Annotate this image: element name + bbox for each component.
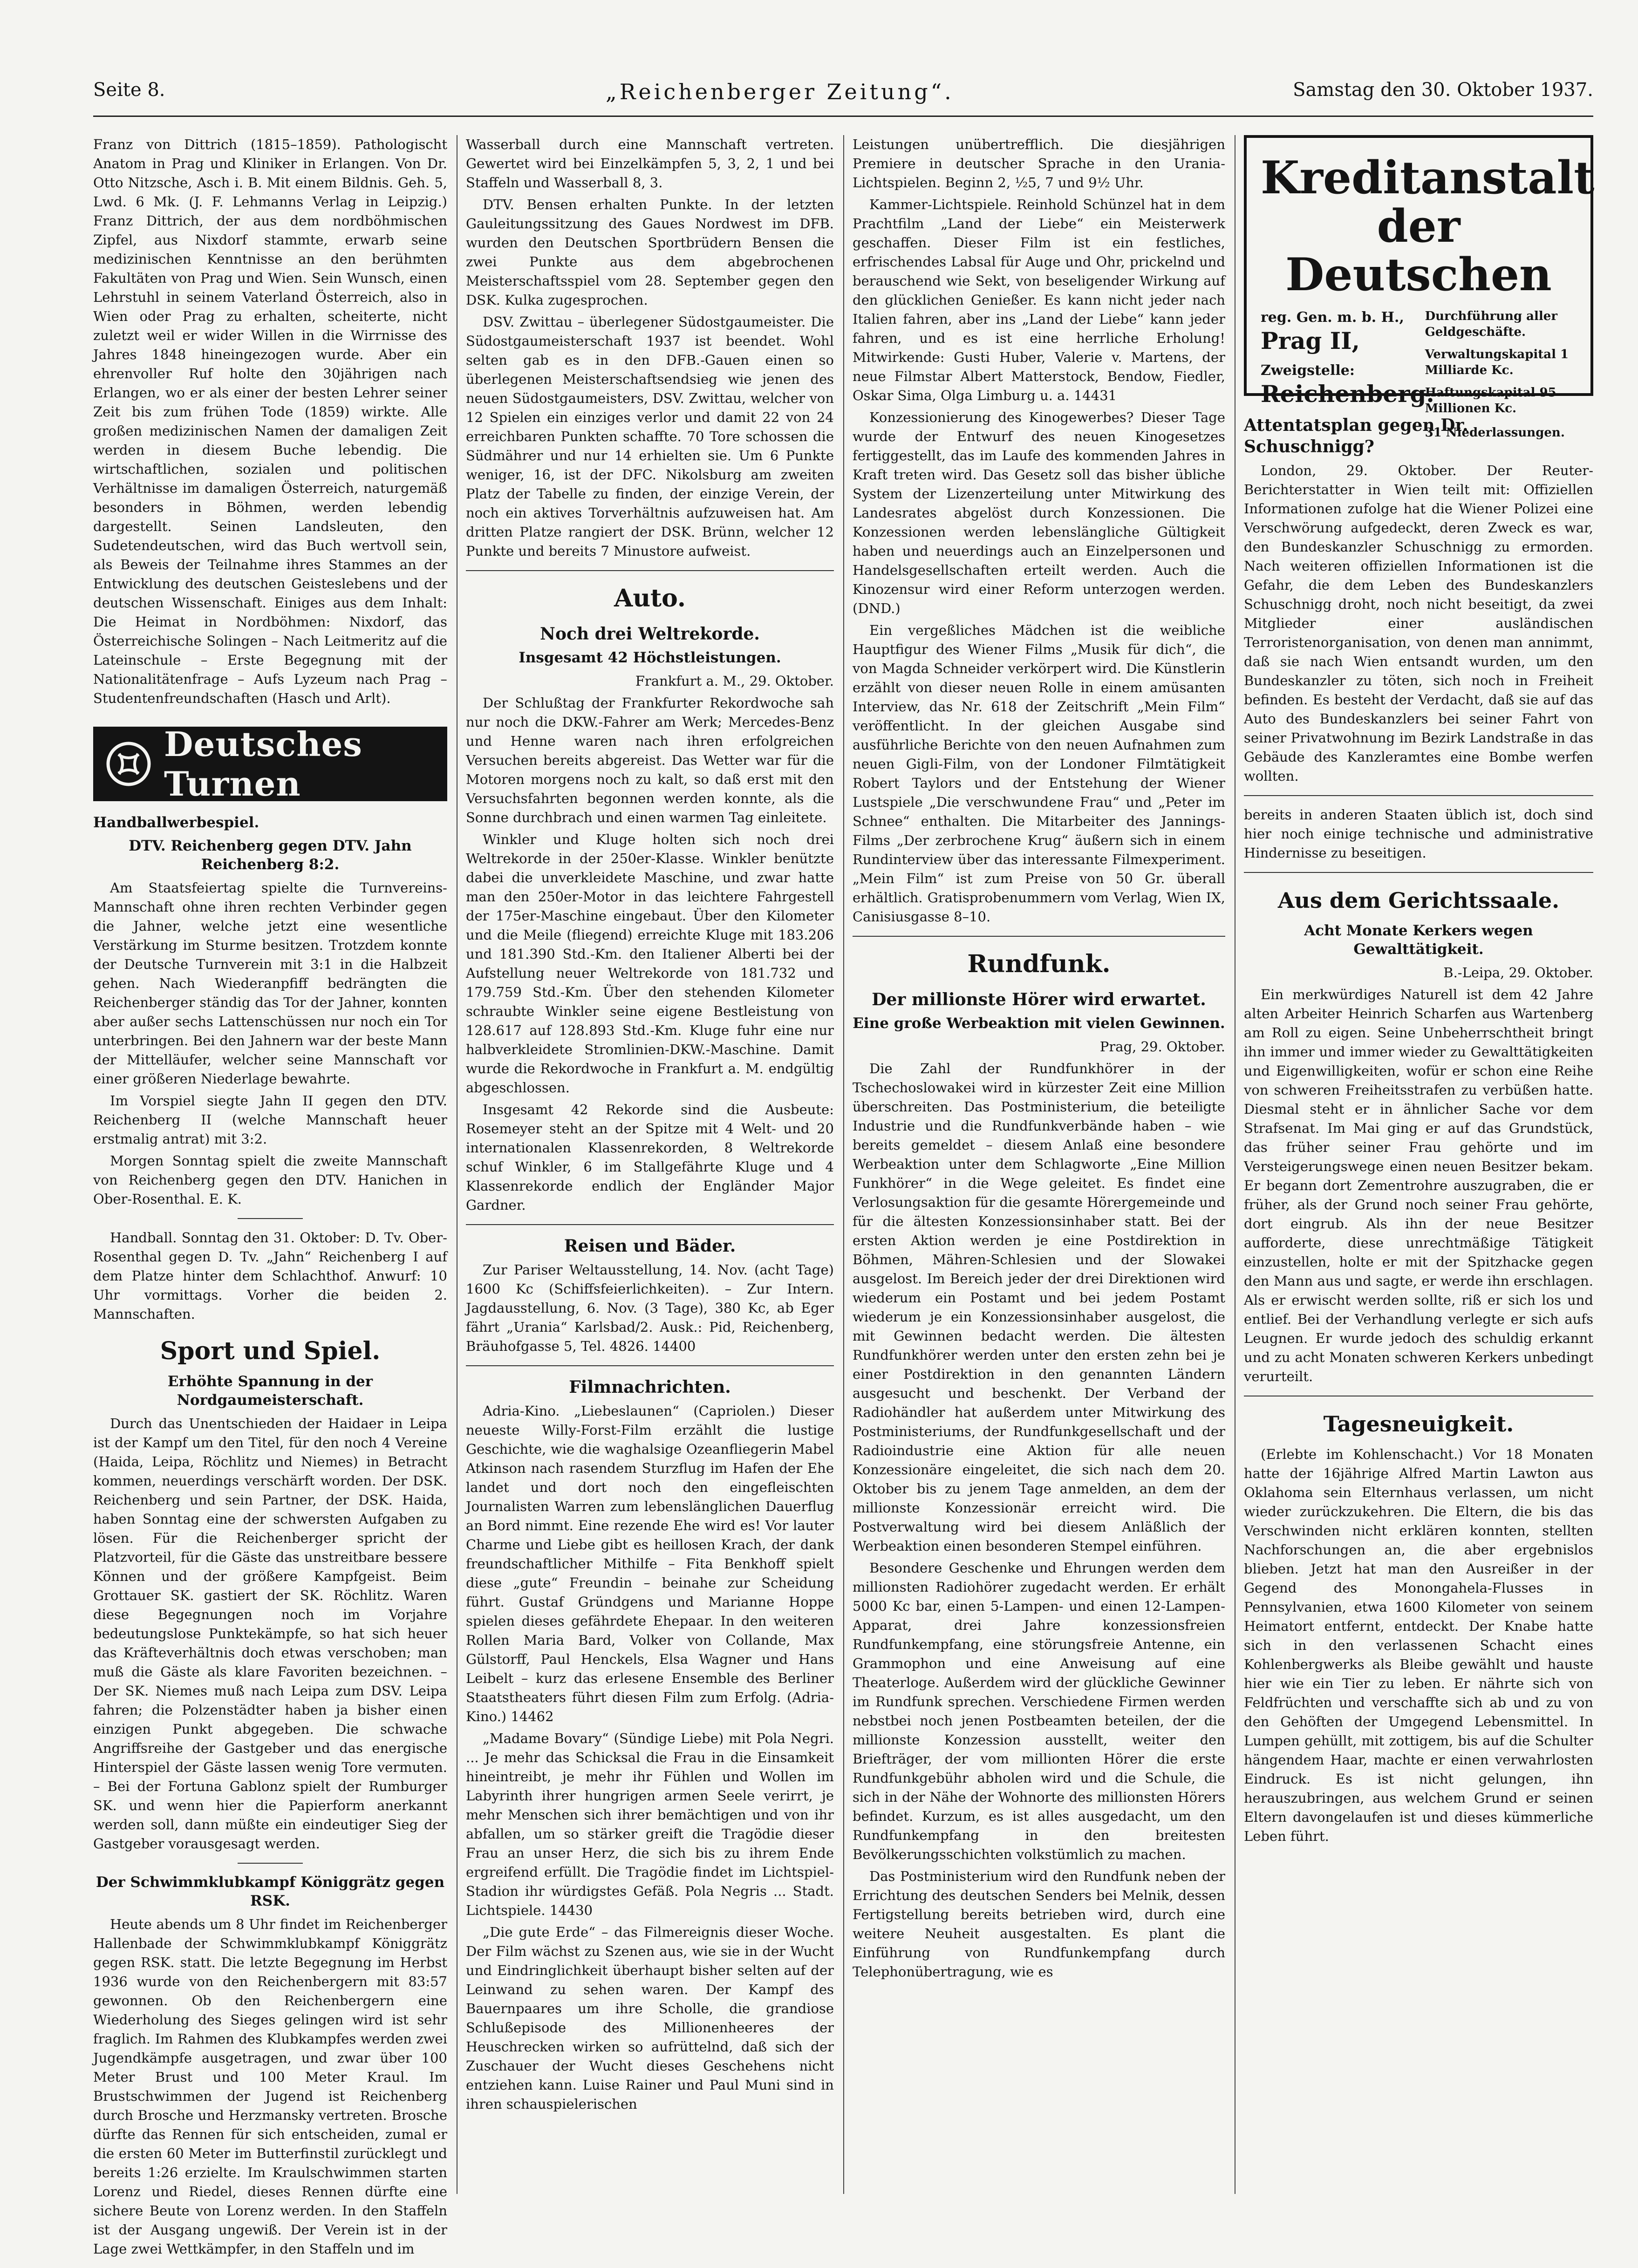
- radio-heading: Rundfunk.: [967, 950, 1111, 978]
- article-paragraph: Wasserball durch eine Mannschaft vertreten. Gewertet wird bei Einzelkämpfen 5, 3, 2, 1 und bei Staffeln und Wasserball 8, 3.: [466, 136, 834, 191]
- issue-date: Samstag den 30. Oktober 1937.: [1293, 79, 1593, 101]
- auto-paragraph: Insgesamt 42 Rekorde sind die Ausbeute: Rosemeyer steht an der Spitze mit 4 Welt- und 20 internationalen Klassenrekorden, 8 Weltrekorde schuf Winkler, 6 im Stallgefährte Kluge und 4 Klassenrekorde endlich der Engländer Major Gardner.: [466, 1102, 834, 1213]
- newspaper-title: „Reichenberger Zeitung“.: [606, 79, 954, 104]
- article-paragraph: Ein vergeßliches Mädchen ist die weibliche Hauptfigur des Wiener Films „Musik für dich“, die von Magda Schneider verkörpert wird. Die Künstlerin erzählt von dieser neuen Rolle in einem amüsanten Interview, das Nr. 618 der Zeitschrift „Mein Film“ veröffentlicht. In der gleichen Ausgabe sind ausführliche Berichte von den neuen Aufnahmen zum neuen Gigli-Film, von der Londoner Filmtätigkeit Robert Taylors und der Entstehung der Wiener Lustspiele „Die verschwundene Frau“ und „Peter im Schnee“ enthalten. Die Mitarbeiter des Jannings-Films „Der zerbrochene Krug“ äußern sich in einem Rundinterview über das interessante Filmexperiment. „Mein Film“ ist zum Preise von 50 Gr. überall erhältlich. Gratisprobenummern vom Verlag, Wien IX, Canisiusgasse 8–10.: [853, 622, 1225, 925]
- ad-capital: Verwaltungskapital 1 Milliarde Kc.: [1425, 347, 1569, 377]
- handball-paragraph: Morgen Sonntag spielt die zweite Mannschaft von Reichenberg gegen den DTV. Hanichen in Ober-Rosenthal. E. K.: [93, 1153, 447, 1207]
- column-separator: [843, 135, 844, 2194]
- ad-service: Durchführung aller Geldgeschäfte.: [1425, 309, 1558, 339]
- ad-liability: Haftungskapital 95 Millionen Kc.: [1425, 386, 1556, 415]
- divider: [1244, 872, 1593, 873]
- divider: [238, 1863, 303, 1864]
- ad-branches: 31 Niederlassungen.: [1425, 426, 1565, 440]
- film-paragraph: Adria-Kino. „Liebeslaunen“ (Capriolen.) Dieser neueste Willy-Forst-Film erzählt die lustige Geschichte, wie die waghalsige Ozeanfliegerin Mabel Atkinson nach rasendem Sturzflug im Hafen der Ehe landet und dort noch den eingefleischten Journalisten Warren zum lebenslänglichen Dauerflug an Bord nimmt. Eine rezende Ehe wird es! Vor lauter Charme und Liebe gibt es heillosen Krach, der dank freundschaftlicher Mithilfe – Fita Benkhoff spielt diese „gute“ Freundin – beinahe zur Scheidung führt. Gustaf Gründgens und Marianne Hoppe spielen dieses gefährdete Ehepaar. In den weiteren Rollen Maria Bard, Volker von Collande, Max Gülstorff, Paul Henckels, Elsa Wagner und Hans Leibelt – kurz das erlesene Ensemble des Berliner Staatstheaters führt diesen Film zum Erfolg. (Adria-Kino.) 14462: [466, 1403, 834, 1724]
- ad-branch-label: Zweigstelle:: [1261, 362, 1355, 379]
- book-review: Franz von Dittrich (1815–1859). Pathologischt Anatom in Prag und Kliniker in Erlangen. Von Dr. Otto Nitzsche, Asch i. B. Mit einem Bildnis. Geh. 5, Lwd. 6 Mk. (J. F. Lehmanns Verlag in Leipzig.) Franz Dittrich, der aus dem nordböhmischen Zipfel, aus Nixdorf stammte, erwarb seine medizinischen Kenntnisse an den berühmten Fakultäten von Prag und Wien. Sein Wunsch, einen Lehrstuhl in seinem Vaterland Österreich, also in Wien oder Prag zu erhalten, scheiterte, nicht zuletzt weil er wider Willen in die Wirrnisse des Jahres 1848 hineingezogen wurde. Aber ein ehrenvoller Ruf holte den 30jährigen nach Erlangen, wo er als einer der besten Lehrer seiner Zeit bis zum frühen Tode (1859) wirkte. Alle großen medizinischen Namen der damaligen Zeit werden in diesem Buche lebendig. Die wirtschaftlichen, sozialen und politischen Verhältnisse im damaligen Österreich, naturgemäß besonders in Böhmen, werden lebendig dargestellt. Seinen Landsleuten, den Sudetendeutschen, wird das Buch wertvoll sein, als Beweis der Teilnahme ihres Stammes an der Entwicklung des deutschen Geisteslebens und der deutschen Wissenschaft. Einiges aus dem Inhalt: Die Heimat in Nordböhmen: Nixdorf, das Österreichische Solingen – Nach Leitmeritz auf die Lateinschule – Erste Begegnung mit der Nationalitätenfrage – Aufs Lyzeum nach Prag – Studentenfreundschaften (Hasch und Arlt).: [93, 136, 447, 706]
- sport-subheading: Erhöhte Spannung in der Nordgaumeisterschaft.: [167, 1373, 373, 1409]
- handball-paragraph: Handball. Sonntag den 31. Oktober: D. Tv. Ober-Rosenthal gegen D. Tv. „Jahn“ Reichenberg I auf dem Platze hinter dem Schlachthof. Anwurf: 10 Uhr vormittags. Vorher die beiden 2. Mannschaften.: [93, 1230, 447, 1322]
- banner-title: Deutsches Turnen: [164, 724, 362, 804]
- sport-paragraph: Durch das Unentschieden der Haidaer in Leipa ist der Kampf um den Titel, für den noch 4 Vereine (Haida, Leipa, Röchlitz und Niemes) in Betracht kommen, neuerdings verschärft worden. Der DSK. Reichenberg und sein Partner, der DSK. Haida, haben Sonntag eine der schwersten Aufgaben zu lösen. Für die Reichenberger spricht der Platzvorteil, für die Gäste das unstreitbare bessere Können und der größere Kampfgeist. Beim Grottauer SK. gastiert der SK. Röchlitz. Waren diese Begegnungen noch im Vorjahre bedeutungslose Punktekämpfe, so hat sich heuer das Kräfteverhältnis doch etwas verschoben; man muß die Gäste als klare Favoriten bezeichnen. – Der SK. Niemes muß nach Leipa zum DSV. Leipa fahren; die Polzenstädter haben ja bisher einen einzigen Punkt abgegeben. Die schwache Angriffsreihe der Gastgeber und das energische Hinterspiel der Gäste lassen wenig Tore vermuten. – Bei der Fortuna Gablonz spielt der Rumburger SK. und wenn hier die Papierform anerkannt werden soll, dann müßte ein eindeutiger Sieg der Gastgeber vorausgesagt werden.: [93, 1416, 447, 1852]
- court-paragraph: Ein merkwürdiges Naturell ist dem 42 Jahre alten Arbeiter Heinrich Scharfen aus Wartenberg am Roll zu eigen. Seine Unbeherrschtheit bringt ihn immer und immer wieder zu Gewalttätigkeiten und Eigenwilligkeiten, wofür er schon eine Reihe von schweren Freiheitsstrafen zu verbüßen hatte. Diesmal steht er in ähnlicher Sache vor dem Strafsenat. Im Mai ging er auf das Grundstück, das früher seiner Frau gehörte und im Versteigerungswege einen neuen Besitzer bekam. Er begann dort Zementrohre auszugraben, die er früher, als der Grund noch seiner Frau gehörte, dort eingrub. Als ihn der neue Besitzer aufforderte, diese unrechtmäßige Tätigkeit einzustellen, holte er mit der Spitzhacke gegen den Mann aus und sagte, er werde ihn erschlagen. Als er erwischt werden sollte, riß er sich los und entlief. Bei der Verhandlung verlegte er sich aufs Leugnen. Er wurde jedoch des schuldig erkannt und zu acht Monaten schweren Kerkers unbedingt verurteilt.: [1244, 987, 1593, 1384]
- ad-legal-form: reg. Gen. m. b. H.,: [1261, 309, 1404, 326]
- handball-paragraph: Am Staatsfeiertag spielte die Turnvereins-Mannschaft ohne ihren rechten Verbinder gegen die Jahner, welche jetzt eine wesentliche Verstärkung im Sturme besitzen. Trotzdem konnte der Deutsche Turnverein mit 3:1 in die Halbzeit gehen. Nach Wiederanpfiff bedrängten die Reichenberger ständig das Tor der Jahner, konnten aber außer sechs Lattenschüssen nur noch ein Tor unterbringen. Bei den Jahnern war der beste Mann der Mittelläufer, welcher seine Mannschaft vor einer größeren Niederlage bewahrte.: [93, 880, 447, 1087]
- court-dateline: B.-Leipa, 29. Oktober.: [1443, 965, 1593, 981]
- article-paragraph: DTV. Bensen erhalten Punkte. In der letzten Gauleitungssitzung des Gaues Nordwest im DFB. wurden den Deutschen Sportbrüdern Bensen die zwei Punkte aus dem abgebrochenen Meisterschaftsspiel vom 28. September gegen den DSK. Kulka zugesprochen.: [466, 197, 834, 308]
- court-heading: Aus dem Gerichtssaale.: [1277, 888, 1560, 913]
- film-heading: Filmnachrichten.: [569, 1377, 731, 1397]
- divider: [853, 936, 1225, 937]
- auto-subheading-2: Insgesamt 42 Höchstleistungen.: [519, 649, 781, 666]
- handball-subheading: DTV. Reichenberg gegen DTV. Jahn Reichenberg 8:2.: [129, 838, 412, 873]
- column-4: [1244, 135, 1593, 2222]
- divider: [1244, 795, 1593, 796]
- radio-subheading: Der millionste Hörer wird erwartet.: [872, 990, 1206, 1009]
- turner-cross-icon: [105, 741, 152, 787]
- radio-paragraph: Die Zahl der Rundfunkhörer in der Tschechoslowakei wird in kürzester Zeit eine Million überschreiten. Das Postministerium, die beteiligte Industrie und die Rundfunkverbände haben – wie bereits gemeldet – diesem Anlaß eine besondere Werbeaktion unter dem Schlagworte „Eine Million Funkhörer“ in die Wege geleitet. Es findet eine Verlosungsaktion für die gesamte Hörergemeinde und für die ältesten Konzessionsinhaber statt. Bei der ersten Aktion werden je eine Postdirektion in Böhmen, Mähren-Schlesien und der Slowakei ausgelost. Im Bereich jeder der drei Direktionen wird wiederum ein Postamt und bei jedem Postamt wiederum je ein Konzessionsinhaber ausgelost, die mit Gewinnen bedacht werden. Die ältesten Rundfunkhörer werden unter den ersten zehn bei je einer Postdirektion in den genannten Ländern ausgesucht und beschenkt. Der Verband der Radiohändler hat außerdem unter Mitwirkung des Postministeriums, der Rundfunkgesellschaft und der Radioindustrie eine Aktion für alle neuen Konzessionäre eingeleitet, die sich nach dem 20. Oktober bis zu jenem Tage anmelden, an dem der millionste Konzessionär erreicht wird. Die Postverwaltung wird bei diesem Anläßlich der Werbeaktion einen besonderen Stempel einführen.: [853, 1061, 1225, 1554]
- auto-heading: Auto.: [614, 584, 686, 613]
- ad-city: Prag II,: [1261, 327, 1360, 354]
- article-paragraph: DSV. Zwittau – überlegener Südostgaumeister. Die Südostgaumeisterschaft 1937 ist beendet. Wohl selten gab es in den DFB.-Gauen einen so überlegenen Meisterschaftsendsieg wie jenen des neuen Südostgaumeisters, DSV. Zwittau, welcher von 12 Spielen ein einziges verlor und damit 22 von 24 erreichbaren Punkten schaffte. 70 Tore schossen die Südmährer und nur 14 erhielten sie. Um 6 Punkte weniger, 16, ist der DFC. Nikolsburg am zweiten Platz der Tabelle zu finden, der einzige Verein, der noch ein aktives Torverhältnis aufzuweisen hat. Am dritten Platze rangiert der DSK. Brünn, welcher 12 Punkte und bereits 7 Minustore aufweist.: [466, 314, 834, 559]
- news-paragraph: (Erlebte im Kohlenschacht.) Vor 18 Monaten hatte der 16jährige Alfred Martin Lawton aus Oklahoma sein Elternhaus verlassen, um nicht wieder zurückzukehren. Die Eltern, die bis das Verschwinden nicht erklären konnten, stellten Nachforschungen an, die aber ergebnislos blieben. Jetzt hat man den Ausreißer in der Gegend des Monongahela-Flusses in Pennsylvanien, etwa 1600 Kilometer von seinem Heimatort entfernt, entdeckt. Der Knabe hatte sich in den verlassenen Schacht eines Kohlenbergwerks als Bleibe gewählt und hauste hier wie ein Tier zu leben. Er nährte sich von Feldfrüchten und verschaffte sich ab und zu von den Gehöften der Umgegend Lebensmittel. In Lumpen gehüllt, mit zottigem, bis auf die Schulter hängendem Haar, machte er einen verwahrlosten Eindruck. Es ist nicht gelungen, ihn herauszubringen, aus welchem Grund er seinen Eltern davongelaufen ist und dieses kümmerliche Leben führt.: [1244, 1446, 1593, 1844]
- column-1: [93, 135, 447, 2257]
- handball-heading: Handballwerbespiel.: [93, 814, 259, 831]
- news-heading: Tagesneuigkeit.: [1323, 1411, 1514, 1437]
- swim-heading: Der Schwimmklubkampf Königgrätz gegen RSK.: [96, 1874, 445, 1909]
- continued-paragraph: bereits in anderen Staaten üblich ist, doch sind hier noch einige technische und administrative Hindernisse zu beseitigen.: [1244, 807, 1593, 861]
- masthead: [93, 79, 1593, 112]
- sport-heading: Sport und Spiel.: [160, 1337, 381, 1365]
- radio-dateline: Prag, 29. Oktober.: [1099, 1039, 1225, 1055]
- section-banner-turnen: [93, 724, 447, 804]
- radio-paragraph: Das Postministerium wird den Rundfunk neben der Errichtung des deutschen Senders bei Melnik, dessen Fertigstellung bereits betrieben wird, durch eine weitere Neuheit ausgestalten. Es plant die Einführung von Rundfunkempfang durch Telephonübertragung, wie es: [853, 1868, 1225, 1980]
- column-2: [466, 135, 834, 2222]
- divider: [238, 1218, 303, 1219]
- ad-title-line2: der Deutschen: [1285, 200, 1552, 301]
- plot-heading: Attentatsplan gegen Dr. Schuschnigg?: [1244, 415, 1468, 456]
- travel-paragraph: Zur Pariser Weltausstellung, 14. Nov. (acht Tage) 1600 Kc (Schiffsfeierlichkeiten). – Zur Intern. Jagdausstellung, 6. Nov. (3 Tage), 380 Kc, ab Eger fährt „Urania“ Karlsbad/2. Ausk.: Pid, Reichenberg, Bräuhofgasse 5, Tel. 4826. 14400: [466, 1262, 834, 1354]
- ad-title-line1: Kreditanstalt: [1261, 151, 1595, 204]
- article-paragraph: Konzessionierung des Kinogewerbes? Dieser Tage wurde der Entwurf des neuen Kinogesetzes fertiggestellt, das im Laufe des kommenden Jahres in Kraft treten wird. Das Gesetz soll das bisher übliche System der Lizenzerteilung unter Mitwirkung des Landesrates abgelöst durch Konzessionen. Die Konzessionen werden lebenslängliche Gültigkeit haben und neuerdings auch an Einzelpersonen und Handelsgesellschaften erteilt werden. Auch die Kinozensur wird einer Reform unterzogen werden. (DND.): [853, 409, 1225, 616]
- radio-subheading-2: Eine große Werbeaktion mit vielen Gewinnen.: [853, 1015, 1225, 1032]
- article-paragraph: Leistungen unübertrefflich. Die diesjährigen Premiere in deutscher Sprache in den Urania-Lichtspielen. Beginn 2, ½5, 7 und 9½ Uhr.: [853, 136, 1225, 191]
- film-paragraph: „Die gute Erde“ – das Filmereignis dieser Woche. Der Film wächst zu Szenen aus, wie sie in der Wucht und Eindringlichkeit überhaupt bisher selten auf der Leinwand zu sehen waren. Der Kampf des Bauernpaares um ihre Scholle, die grandiose Schlußepisode des Millionenheeres der Heuschrecken wirken so aufrüttelnd, daß sich der Zuschauer der Wucht dieses Geschehens nicht entziehen kann. Luise Rainer und Paul Muni sind in ihren schauspielerischen: [466, 1924, 834, 2112]
- masthead-rule: [93, 116, 1593, 117]
- plot-paragraph: London, 29. Oktober. Der Reuter-Berichterstatter in Wien teilt mit: Offiziellen Informationen zufolge hat die Wiener Polizei eine Verschwörung aufgedeckt, deren Zweck es war, den Bundeskanzler Schuschnigg zu ermorden. Nach weiteren offiziellen Informationen ist die Gefahr, die dem Leben des Bundeskanzlers Schuschnigg droht, noch nicht beseitigt, da zwei Mitglieder einer ausländischen Terroristenorganisation, von denen man annimmt, daß sie nach Wien entsandt wurden, um den Bundeskanzler zu töten, sich noch in Freiheit befinden. Es besteht der Verdacht, daß sie auf das Auto des Bundeskanzlers bei seiner Fahrt von seiner Privatwohnung im Bezirk Landstraße in das Gebäude des Kanzleramtes eine Bombe werfen wollten.: [1244, 463, 1593, 784]
- handball-paragraph: Im Vorspiel siegte Jahn II gegen den DTV. Reichenberg II (welche Mannschaft heuer erstmalig antrat) mit 3:2.: [93, 1093, 447, 1147]
- court-subheading: Acht Monate Kerkers wegen Gewalttätigkeit.: [1304, 922, 1533, 958]
- auto-subheading: Noch drei Weltrekorde.: [540, 624, 760, 644]
- swim-paragraph: Heute abends um 8 Uhr findet im Reichenberger Hallenbade der Schwimmklubkampf Königgrätz gegen RSK. statt. Die letzte Begegnung im Herbst 1936 wurde von den Reichenbergern mit 83:57 gewonnen. Ob den Reichenbergern eine Wiederholung des Sieges gelingen wird ist sehr fraglich. Im Rahmen des Klubkampfes werden zwei Jugendkämpfe ausgetragen, und zwar über 100 Meter Brust und 100 Meter Kraul. Im Brustschwimmen der Jugend ist Reichenberg durch Brosche und Herzmansky vertreten. Brosche dürfte das Rennen für sich entscheiden, zumal er die ersten 60 Meter im Butterfinstil zurücklegt und bereits 1:26 erzielte. Im Kraulschwimmen starten Lorenz und Riedel, dieses Rennen dürfte eine sichere Beute von Lorenz werden. In den Staffeln ist der Ausgang ungewiß. Der Verein ist in der Lage zwei Wettkämpfer, in den Staffeln und im: [93, 1916, 447, 2257]
- divider: [466, 1365, 834, 1366]
- auto-paragraph: Winkler und Kluge holten sich noch drei Weltrekorde in der 250er-Klasse. Winkler benützte dabei die unverkleidete Maschine, und zwar hatte man den 250er-Motor in das leichtere Fahrgestell der 175er-Maschine eingebaut. Über den Kilometer und die Meile (fliegend) erreichte Kluge mit 183.206 und 181.390 Std.-Km. den Italiener Alberti bei der Aufstellung neuer Weltrekorde von 181.732 und 179.759 Std.-Km. Über den stehenden Kilometer schraubte Winkler seine eigene Bestleistung von 128.617 auf 128.893 Std.-Km. Kluge fuhr eine nur halbverkleidete Stromlinien-DKW.-Maschine. Damit wurde die Rekordwoche in Frankfurt a. M. endgültig abgeschlossen.: [466, 831, 834, 1096]
- auto-dateline: Frankfurt a. M., 29. Oktober.: [635, 673, 834, 689]
- column-3: [853, 135, 1225, 2222]
- divider: [466, 1224, 834, 1225]
- travel-heading: Reisen und Bäder.: [564, 1236, 736, 1256]
- article-paragraph: Kammer-Lichtspiele. Reinhold Schünzel hat in dem Prachtfilm „Land der Liebe“ ein Meisterwerk geschaffen. Dieser Film ist ein festliches, erfrischendes Labsal für Auge und Ohr, prickelnd und berauschend wie Sekt, von beseligender Wirkung auf den glücklichen Genießer. Es kann nicht jeder nach Italien fahren, aber ins „Land der Liebe“ kann jeder fahren, und es ist eine herrliche Erholung! Mitwirkende: Gusti Huber, Valerie v. Martens, der neue Filmstar Albert Matterstock, Bendow, Fiedler, Oskar Sima, Olga Limburg u. a. 14431: [853, 197, 1225, 403]
- ad-branch-city: Reichenberg.: [1261, 380, 1434, 408]
- film-paragraph: „Madame Bovary“ (Sündige Liebe) mit Pola Negri. ... Je mehr das Schicksal die Frau in die Einsamkeit hineintreibt, je mehr ihr Fühlen und Wollen im Labyrinth ihrer hungrigen armen Seele verirrt, je mehr Menschen sich ihrer bemächtigen und von ihr abfallen, um so stärker greift die Tragödie dieser Frau an unser Herz, die sich bis zu ihrem Ende ergreifend erfüllt. Die Tragödie findet im Lichtspiel-Stadion ihr würdigstes Gefäß. Pola Negris ... Stadt. Lichtspiele. 14430: [466, 1730, 834, 1918]
- auto-paragraph: Der Schlußtag der Frankfurter Rekordwoche sah nur noch die DKW.-Fahrer am Werk; Mercedes-Benz und Henne waren nach ihren erfolgreichen Versuchen bereits abgereist. Das Wetter war für die Motoren morgens noch zu kalt, so daß erst mit den Versuchsfahrten begonnen werden konnte, als die Sonne durchbrach und einen warmen Tag einleitete.: [466, 695, 834, 825]
- radio-paragraph: Besondere Geschenke und Ehrungen werden dem millionsten Radiohörer zugedacht werden. Er erhält 5000 Kc bar, einen 5-Lampen- und einen 12-Lampen-Apparat, drei Jahre konzessionsfreien Rundfunkempfang, eine störungsfreie Antenne, ein Grammophon und eine Anweisung auf eine Theaterloge. Außerdem wird der glückliche Gewinner im Rundfunk sprechen. Verschiedene Firmen werden nebstbei noch jenen Postbeamten beteilen, der die millionste Konzession ausstellt, weiter den Briefträger, der vom millionten Hörer die erste Rundfunkgebühr abholen wird und die Schule, die sich in der Nähe der Wohnorte des millionsten Hörers befindet. Kurzum, es ist alles ausgedacht, um den Rundfunkempfang in den breitesten Bevölkerungsschichten volkstümlich zu machen.: [853, 1560, 1225, 1862]
- page-number: Seite 8.: [93, 79, 165, 101]
- divider: [466, 570, 834, 571]
